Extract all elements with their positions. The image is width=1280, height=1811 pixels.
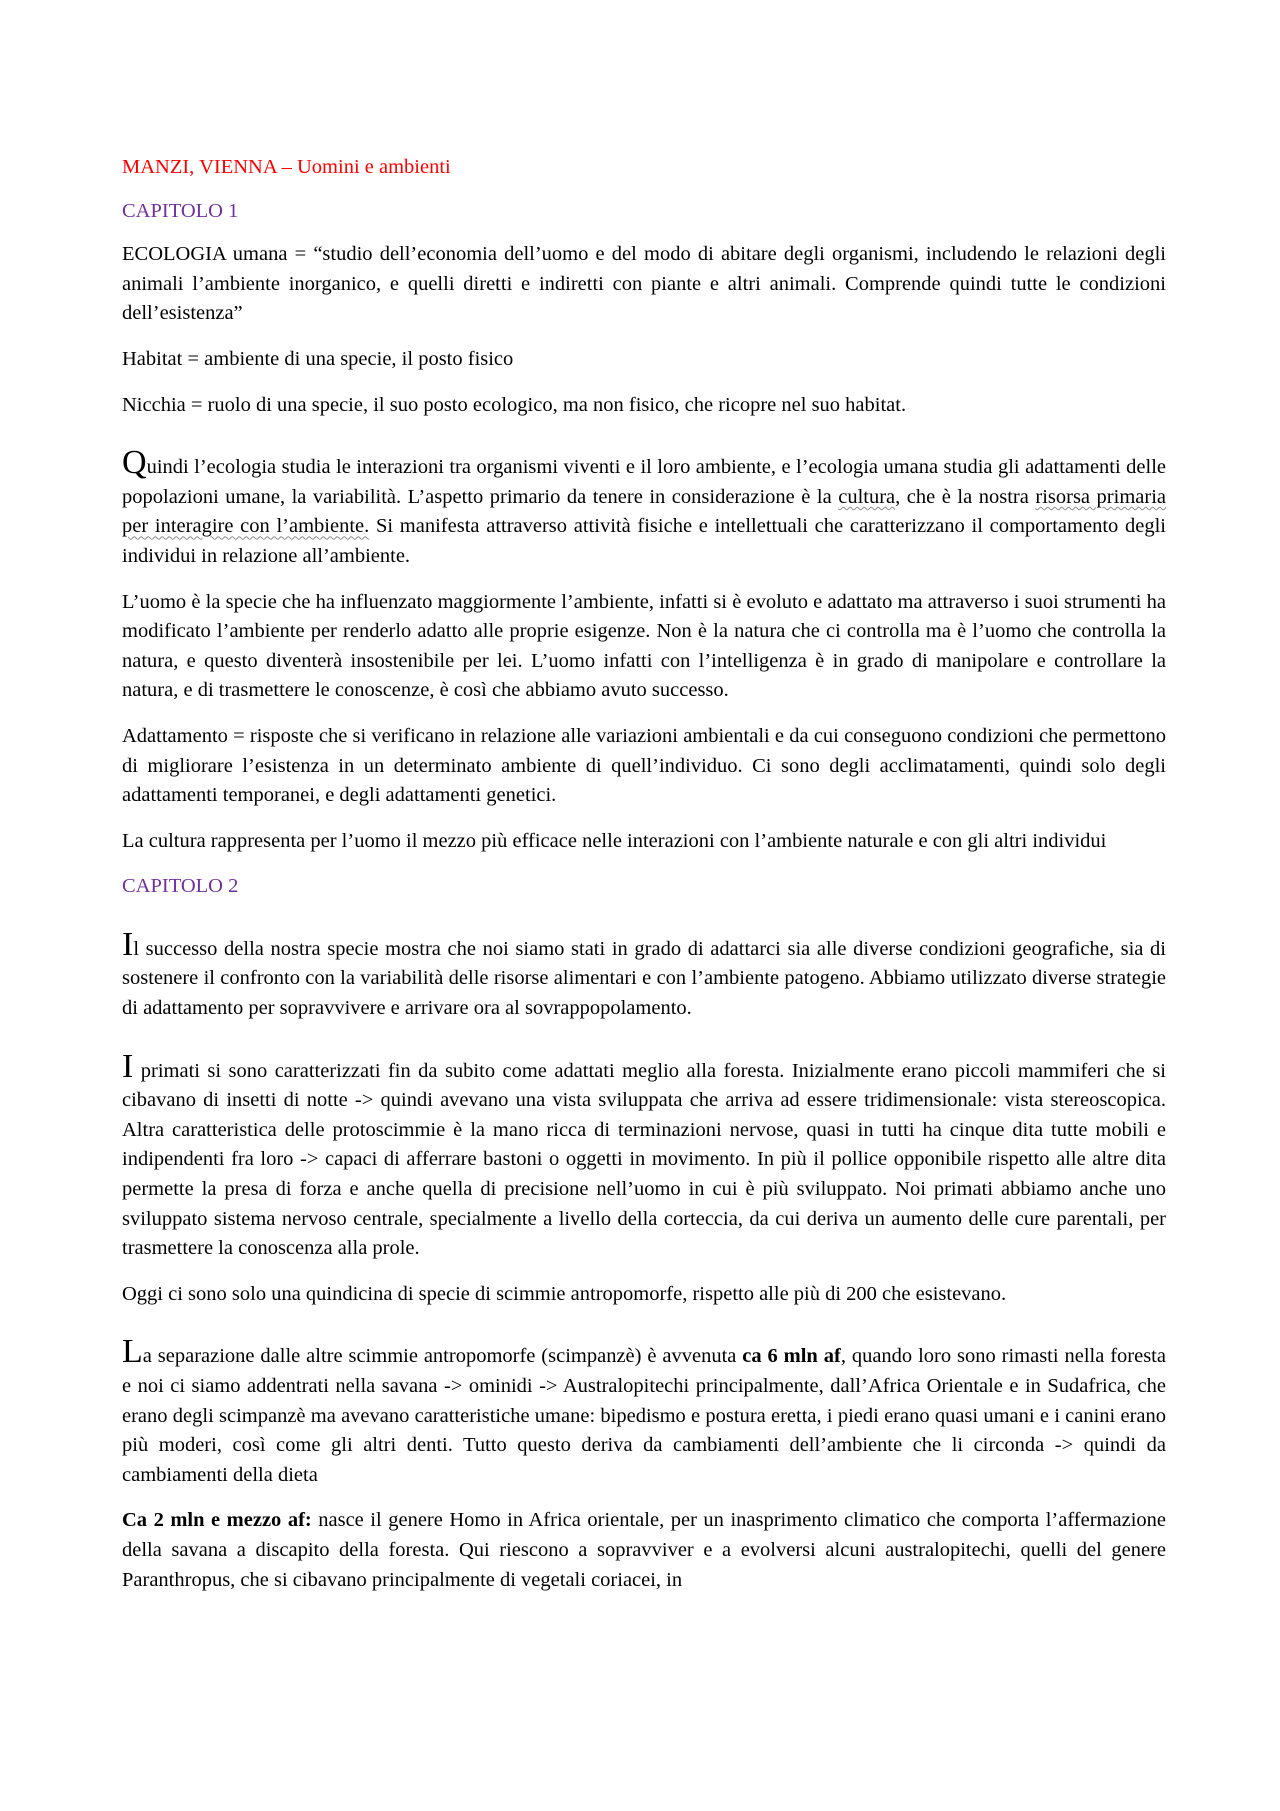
chapter-1-heading: CAPITOLO 1 — [122, 199, 239, 222]
drop-cap: L — [122, 1333, 143, 1371]
paragraph-ecologia: ECOLOGIA umana = “studio dell’economia dell’uomo e del modo di abitare degli organismi, includendo le relazioni degli animali l’ambiente inorganico, e quelli diretti e indiretti con piante e altri animali. Comprende quindi tutte le condizioni dell’esistenza” — [122, 243, 1166, 325]
spellcheck-underline: cultura — [838, 485, 896, 508]
paragraph-oggi: Oggi ci sono solo una quindicina di specie di scimmie antropomorfe, rispetto alle più di 200 che esistevano. — [122, 1282, 1007, 1305]
paragraph-adattamento: Adattamento = risposte che si verificano in relazione alle variazioni ambientali e da cui conseguono condizioni che permettono di migliorare l’esistenza in un determinato ambiente di quell’individuo. Ci sono degli acclimatamenti, quindi solo degli adattamenti temporanei, e degli adattamenti genetici. — [122, 724, 1166, 807]
paragraph-cultura: La cultura rappresenta per l’uomo il mezzo più efficace nelle interazioni con l’ambiente naturale e con gli altri individui — [122, 829, 1107, 852]
chapter-2-heading: CAPITOLO 2 — [122, 875, 239, 898]
paragraph-successo: Il successo della nostra specie mostra che noi siamo stati in grado di adattarci sia alle diverse condizioni geografiche, sia di sostenere il confronto con la variabilità delle risorse alimentari e con l’ambiente patogeno. Abbiamo utilizzato diverse strategie di adattamento per sopravvivere e arrivare ora al sovrappopolamento. — [122, 925, 1166, 1020]
drop-cap: I — [122, 1047, 134, 1085]
paragraph-quindi: Quindi l’ecologia studia le interazioni tra organismi viventi e il loro ambiente, e l’ecologia umana studia gli adattamenti delle popolazioni umane, la variabilità. L’aspetto primario da tenere in considerazione è la cultura, che è la nostra risorsa primaria per interagire con l’ambiente. Si manifesta attraverso attività fisiche e intellettuali che caratterizzano il comportamento degli individui in relazione all’ambiente. — [122, 444, 1166, 567]
paragraph-primati: I primati si sono caratterizzati fin da subito come adattati meglio alla foresta. Inizialmente erano piccoli mammiferi che si cibavano di insetti di notte -> quindi avevano una vista sviluppata che arriva ad essere tridimensionale: vista stereoscopica. Altra caratteristica delle protoscimmie è la mano ricca di terminazioni nervose, quasi in tutti ha cinque dita tutte mobili e indipendenti fra loro -> capaci di afferrare bastoni o oggetti in movimento. In più il pollice opponibile rispetto alle altre dita permette la presa di forza e anche quella di precisione nell’uomo in cui è più sviluppato. Noi primati abbiamo anche uno sviluppato sistema nervoso centrale, specialmente a livello della corteccia, da cui deriva un aumento delle cure parentali, per trasmettere la conoscenza alla prole. — [122, 1047, 1166, 1260]
paragraph-uomo: L’uomo è la specie che ha influenzato maggiormente l’ambiente, infatti si è evoluto e adattato ma attraverso i suoi strumenti ha modificato l’ambiente per renderlo adatto alle proprie esigenze. Non è la natura che ci controlla ma è l’uomo che controlla la natura, e questo diventerà insostenibile per lei. L’uomo infatti con l’intelligenza è in grado di manipolare e controllare la natura, e di trasmettere le conoscenze, è così che abbiamo avuto successo. — [122, 590, 1166, 702]
bold-date: Ca 2 mln e mezzo af: — [122, 1509, 312, 1532]
drop-cap: Q — [122, 444, 147, 482]
drop-cap: I — [122, 925, 134, 963]
document-title: MANZI, VIENNA – Uomini e ambienti — [122, 156, 451, 178]
paragraph-habitat: Habitat = ambiente di una specie, il posto fisico — [122, 347, 514, 370]
bold-date: ca 6 mln af — [742, 1345, 841, 1368]
paragraph-homo: Ca 2 mln e mezzo af: nasce il genere Homo in Africa orientale, per un inasprimento climatico che comporta l’affermazione della savana a discapito della foresta. Qui riescono a sopravviver e a evolversi alcuni australopitechi, quelli del genere Paranthropus, che si cibavano principalmente di vegetali coriacei, in — [122, 1509, 1166, 1591]
document-page — [122, 153, 1166, 1611]
paragraph-separazione: La separazione dalle altre scimmie antropomorfe (scimpanzè) è avvenuta ca 6 mln af, quando loro sono rimasti nella foresta e noi ci siamo addentrati nella savana -> ominidi -> Australopitechi principalmente, dall’Africa Orientale e in Sudafrica, che erano degli scimpanzè ma avevano caratteristiche umane: bipedismo e postura eretta, i piedi erano quasi umani e i canini erano più moderi, così come gli altri denti. Tutto questo deriva da cambiamenti dell’ambiente che li circonda -> quindi da cambiamenti della dieta — [122, 1333, 1166, 1486]
spellcheck-underline: risorsa primaria per interagire con l’ambiente. — [122, 485, 1166, 538]
paragraph-nicchia: Nicchia = ruolo di una specie, il suo posto ecologico, ma non fisico, che ricopre nel suo habitat. — [122, 393, 907, 416]
